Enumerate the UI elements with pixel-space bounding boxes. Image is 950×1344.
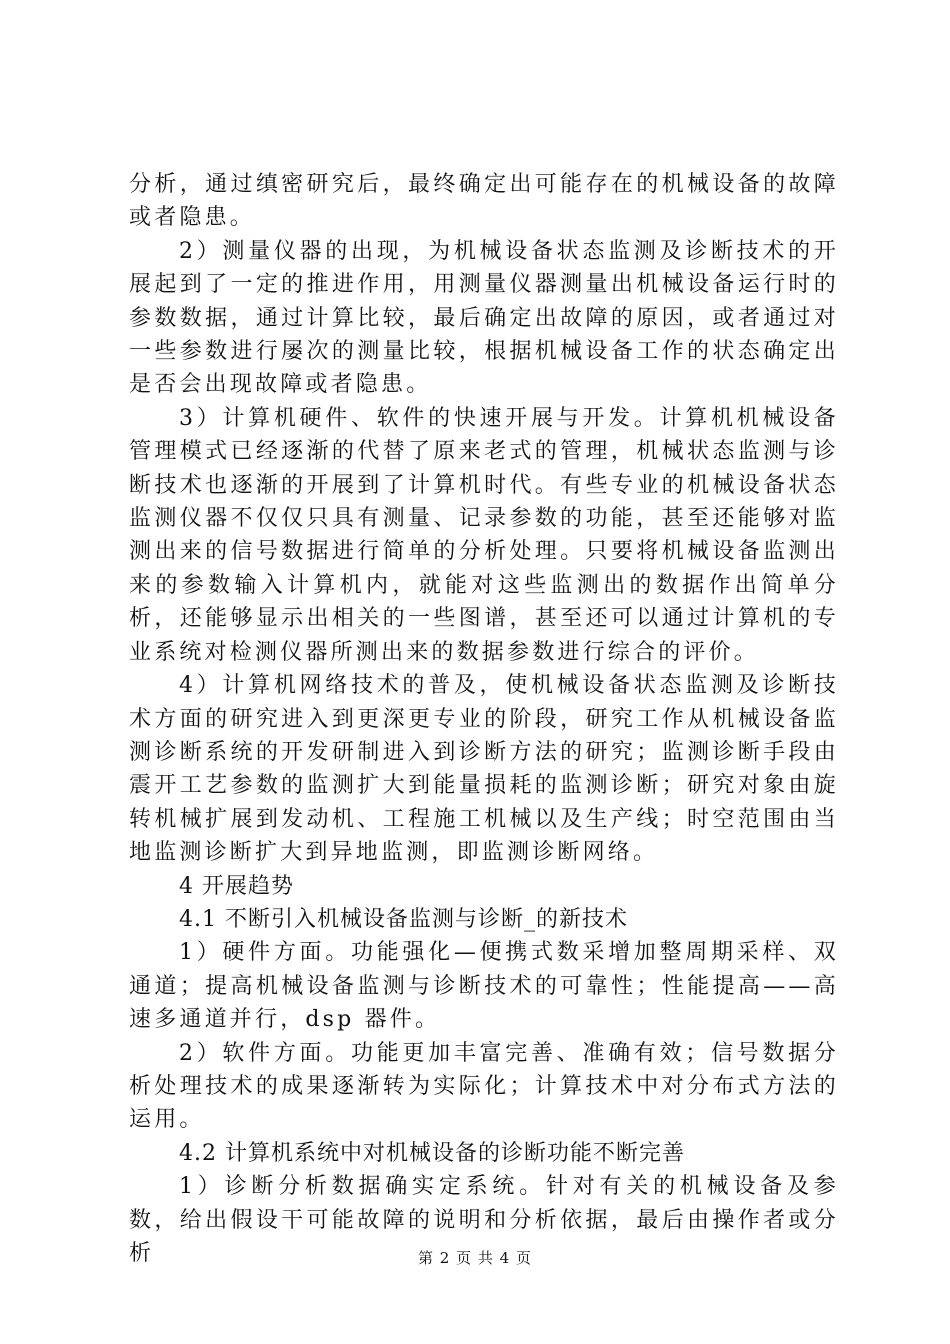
section-heading-4-2: 4.2 计算机系统中对机械设备的诊断功能不断完善	[179, 1140, 685, 1166]
section-heading-4-1: 4.1 不断引入机械设备监测与诊断_的新技术	[179, 906, 628, 932]
page-number: 第 2 页 共 4 页	[418, 1249, 532, 1267]
paragraph-hardware: 1）硬件方面。功能强化—便携式数采增加整周期采样、双通道；提高机械设备监测与诊断技术的可靠性；性能提高——高速多通道并行，dsp 器件。	[129, 940, 839, 1033]
paragraph-software: 2）软件方面。功能更加丰富完善、准确有效；信号数据分析处理技术的成果逐渐转为实际化；计算技术中对分布式方法的运用。	[129, 1040, 839, 1133]
section-heading-4: 4 开展趋势	[179, 873, 294, 899]
page-body	[129, 168, 839, 1270]
paragraph-item-4: 4）计算机网络技术的普及，使机械设备状态监测及诊断技术方面的研究进入到更深更专业的阶段，研究工作从机械设备监测诊断系统的开发研制进入到诊断方法的研究；监测诊断手段由震开工艺参数的监测扩大到能量损耗的监测诊断；研究对象由旋转机械扩展到发动机、工程施工机械以及生产线；时空范围由当地监测诊断扩大到异地监测，即监测诊断网络。	[129, 673, 839, 866]
paragraph-item-3: 3）计算机硬件、软件的快速开展与开发。计算机机械设备管理模式已经逐渐的代替了原来老式的管理，机械状态监测与诊断技术也逐渐的开展到了计算机时代。有些专业的机械设备状态监测仪器不仅仅只具有测量、记录参数的功能，甚至还能够对监测出来的信号数据进行简单的分析处理。只要将机械设备监测出来的参数输入计算机内，就能对这些监测出的数据作出简单分析，还能够显示出相关的一些图谱，甚至还可以通过计算机的专业系统对检测仪器所测出来的数据参数进行综合的评价。	[129, 405, 839, 665]
paragraph-diagnosis: 1）诊断分析数据确实定系统。针对有关的机械设备及参数，给出假设干可能故障的说明和分析依据，最后由操作者或分析	[129, 1174, 839, 1266]
paragraph-continuation: 分析，通过缜密研究后，最终确定出可能存在的机械设备的故障或者隐患。	[129, 172, 839, 231]
paragraph-item-2: 2）测量仪器的出现，为机械设备状态监测及诊断技术的开展起到了一定的推进作用，用测量仪器测量出机械设备运行时的参数数据，通过计算比较，最后确定出故障的原因，或者通过对一些参数进行屡次的测量比较，根据机械设备工作的状态确定出是否会出现故障或者隐患。	[129, 238, 839, 398]
